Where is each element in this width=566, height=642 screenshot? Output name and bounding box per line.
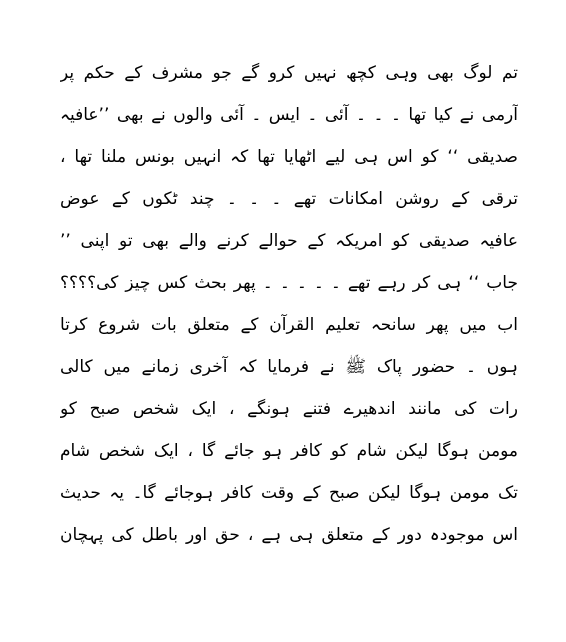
text-line: ترقی کے روشن امکانات تھے ۔ ۔ ۔ چند ٹکوں کے عوض <box>60 189 518 209</box>
text-line: اب میں پھر سانحہ تعلیم القرآن کے متعلق بات شروع کرتا <box>60 315 518 335</box>
text-line: رات کی مانند اندھیرے فتنے ہونگے ، ایک شخص صبح کو <box>60 399 518 419</box>
text-line: عافیہ صدیقی کو امریکہ کے حوالے کرنے والے بھی تو اپنی ’’ <box>60 231 518 251</box>
text-line: تک مومن ہوگا لیکن صبح کے وقت کافر ہوجائے گا۔ یہ حدیث <box>60 483 518 503</box>
text-line: ہوں ۔ حضور پاک ﷺ نے فرمایا کہ آخری زمانے میں کالی <box>60 357 518 377</box>
urdu-text-block <box>60 52 518 556</box>
text-line: صدیقی ‘‘ کو اس ہی لیے اٹھایا تھا کہ انہیں بونس ملنا تھا ، <box>60 147 518 167</box>
text-line: جاب ‘‘ ہی کر رہے تھے ۔ ۔ ۔ ۔ ۔ پھر بحث کس چیز کی؟؟؟؟ <box>60 273 518 293</box>
text-line: آرمی نے کیا تھا ۔ ۔ ۔ آئی ۔ ایس ۔ آئی والوں نے بھی ’’عافیہ <box>60 105 518 125</box>
text-line: تم لوگ بھی وہی کچھ نہیں کرو گے جو مشرف کے حکم پر <box>60 63 518 83</box>
text-line: مومن ہوگا لیکن شام کو کافر ہو جائے گا ، ایک شخص شام <box>60 441 518 461</box>
text-line: اس موجودہ دور کے متعلق ہی ہے ، حق اور باطل کی پہچان <box>60 525 518 545</box>
